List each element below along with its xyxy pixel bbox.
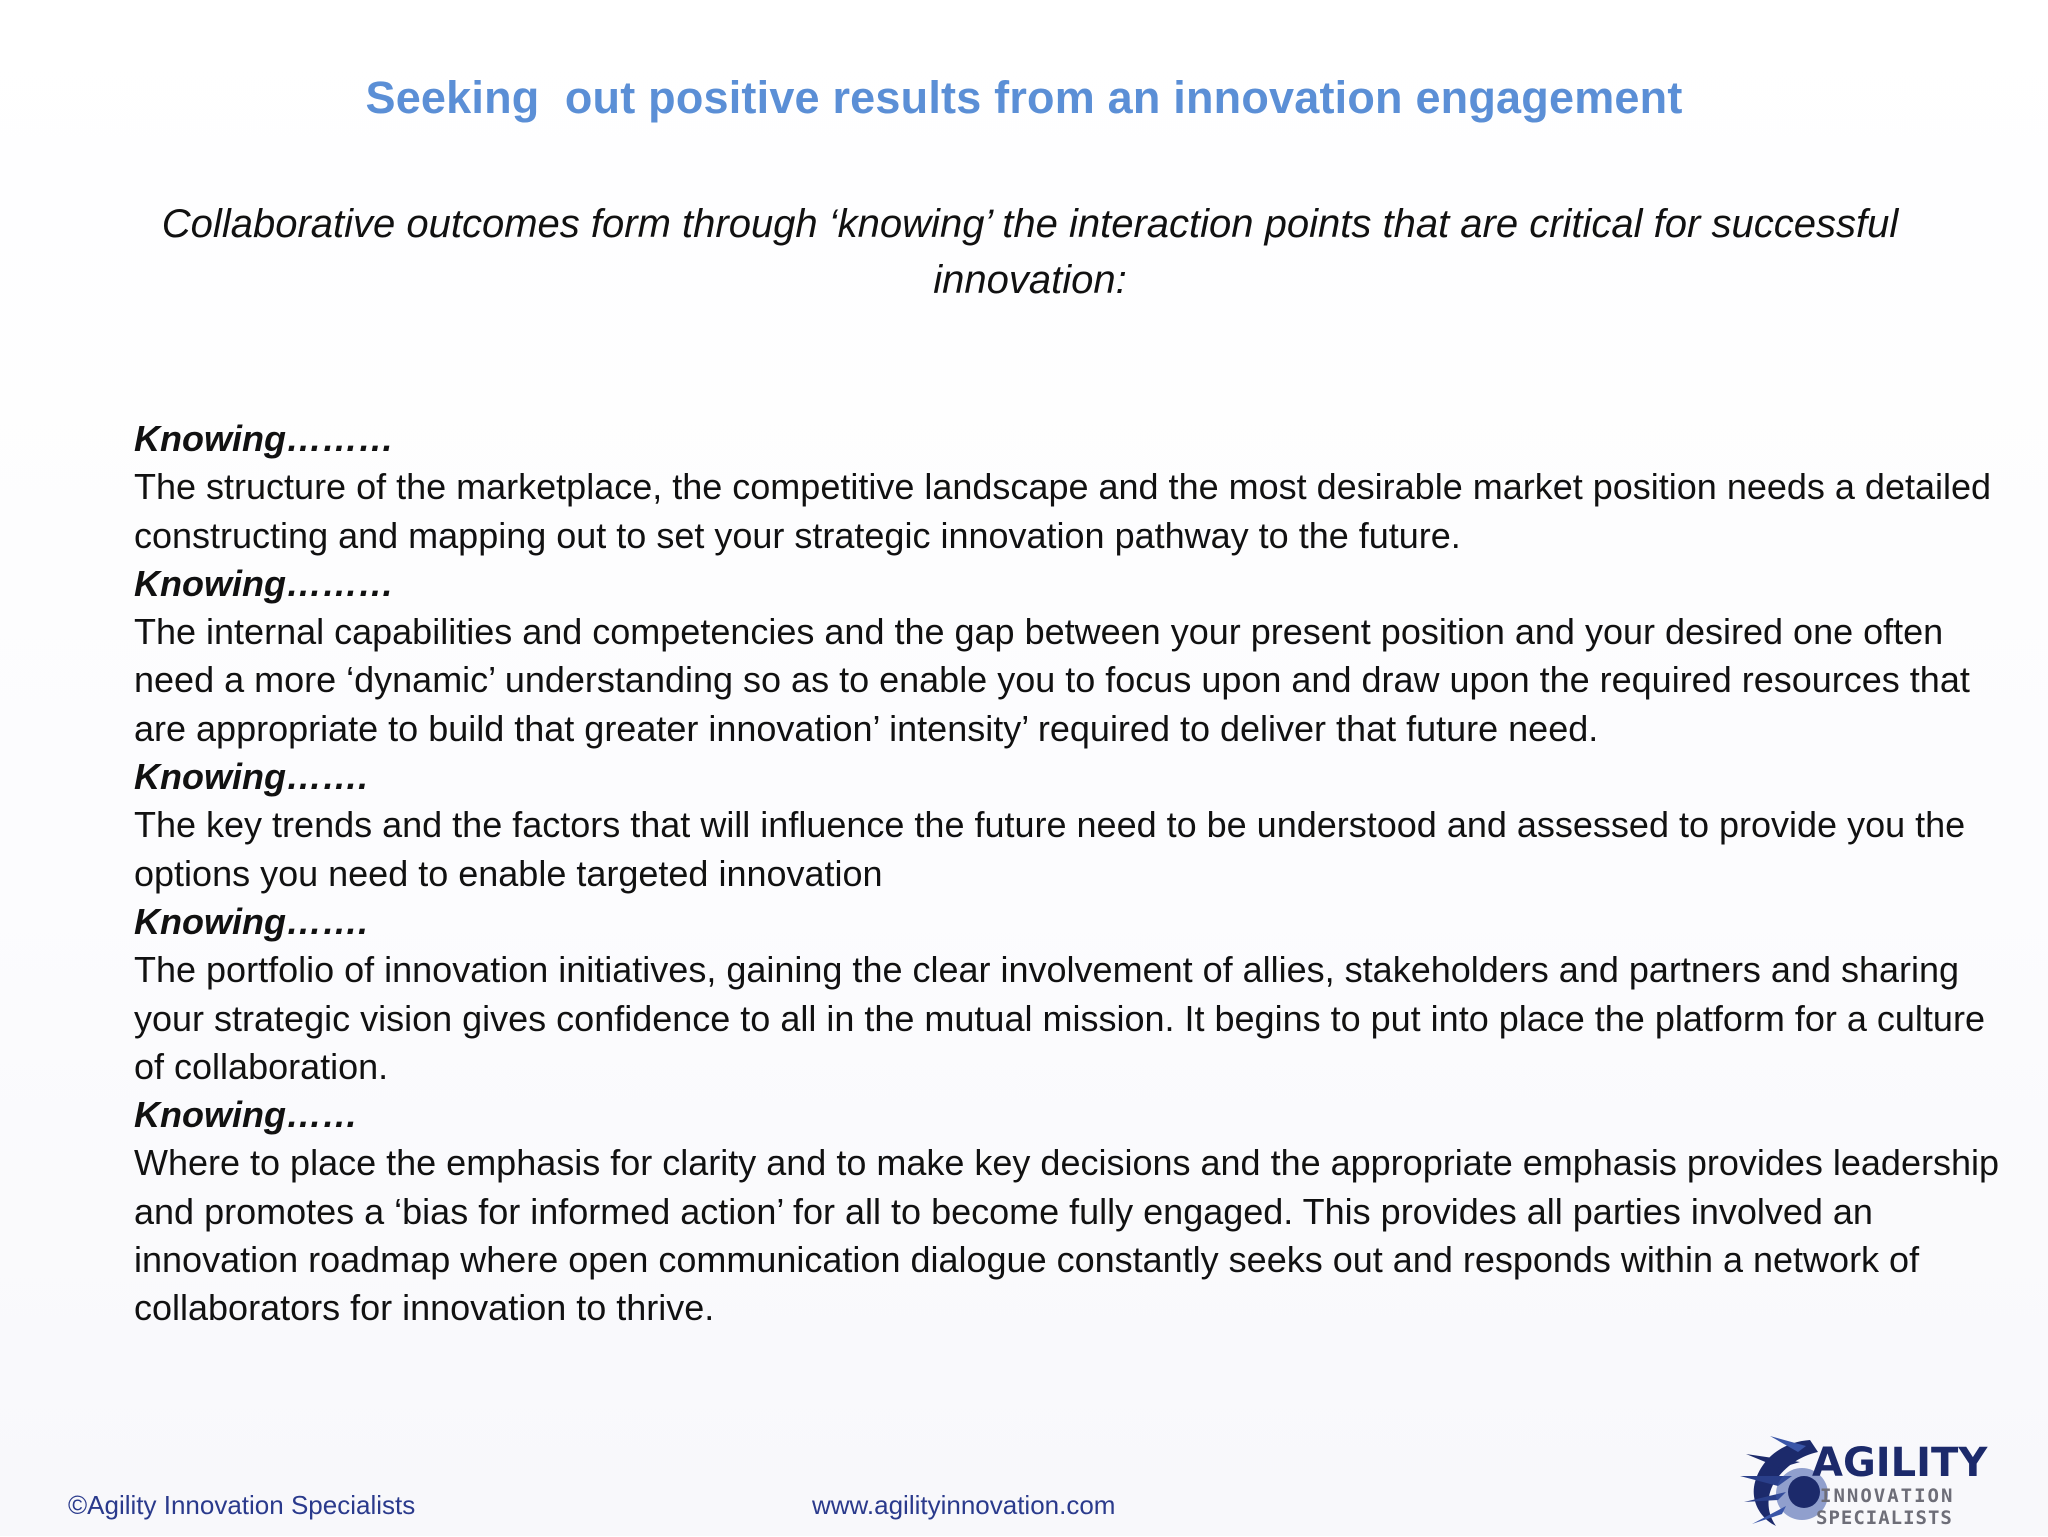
section-text: The structure of the marketplace, the competitive landscape and the most desirable market position needs a detailed constructing and mapping out to set your strategic innovation pathway to the future. [134, 466, 1992, 556]
section-heading: Knowing……… [134, 418, 394, 459]
slide-title: Seeking out positive results from an innovation engagement [365, 72, 1683, 123]
slide-body [134, 415, 2014, 1333]
knowing-section-1 [134, 415, 2014, 560]
section-heading: Knowing……. [134, 756, 368, 798]
logo-word-agility: AGILITY [1812, 1440, 1988, 1486]
knowing-section-2 [134, 560, 2014, 753]
section-text: The portfolio of innovation initiatives, gaining the clear involvement of allies, stakeholders and partners and sharing your strategic vision gives confidence to all in the mutual mission. It begins to put into place the platform for a culture of collaboration. [134, 949, 1985, 1087]
section-text: The internal capabilities and competencies and the gap between your present position and your desired one often need a more ‘dynamic’ understanding so as to enable you to focus upon and draw upon the required resources that are appropriate to build that greater innovation’ intensity’ required to deliver that future need. [134, 611, 1970, 749]
section-heading: Knowing……… [134, 562, 394, 604]
agility-swirl-logo-icon [1740, 1432, 2000, 1532]
knowing-section-3 [134, 753, 2014, 898]
footer-copyright: ©Agility Innovation Specialists [68, 1490, 416, 1520]
logo-word-specialists: SPECIALISTS [1816, 1507, 1953, 1529]
section-text: Where to place the emphasis for clarity and to make key decisions and the appropriate emphasis provides leadership and promotes a ‘bias for informed action’ for all to become fully engaged. This provides all parties involved an innovation roadmap where open communication dialogue constantly seeks out and responds within a network of collaborators for innovation to thrive. [134, 1142, 2000, 1329]
logo-word-innovation: INNOVATION [1820, 1485, 1955, 1507]
slide-subtitle: Collaborative outcomes form through ‘knowing’ the interaction points that are critical for successful innovation: [161, 202, 1899, 302]
knowing-section-4 [134, 898, 2014, 1091]
knowing-section-5 [134, 1091, 2014, 1332]
section-heading: Knowing……. [134, 900, 368, 942]
section-heading: Knowing…… [134, 1094, 358, 1136]
footer-website: www.agilityinnovation.com [812, 1490, 1116, 1520]
section-text: The key trends and the factors that will influence the future need to be understood and assessed to provide you the options you need to enable targeted innovation [134, 804, 1966, 894]
agility-logo [1740, 1432, 2000, 1532]
